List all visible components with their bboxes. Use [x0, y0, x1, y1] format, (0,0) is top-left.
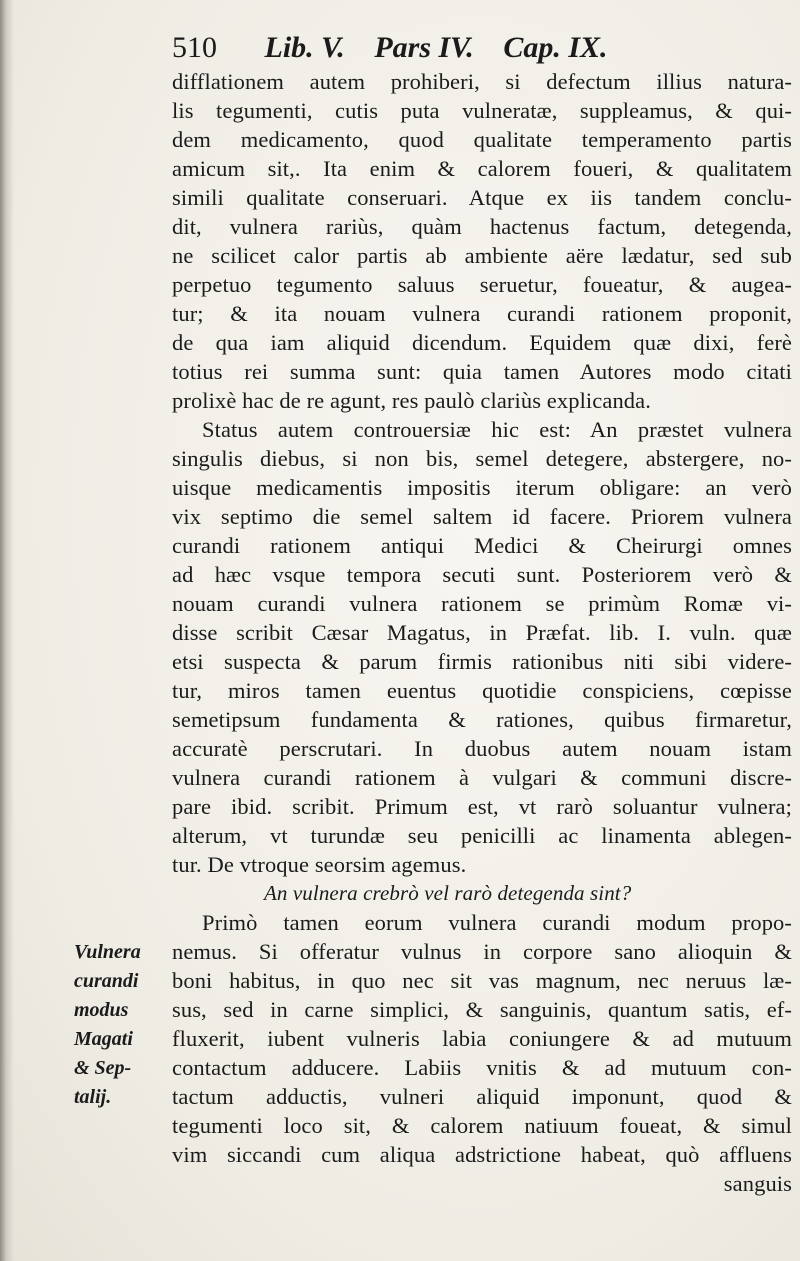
text-line: singulis diebus, si non bis, semel detegere, abstergere, no-	[172, 446, 792, 471]
main-text	[172, 67, 792, 1198]
text-line: amicum sit,. Ita enim & calorem foueri, & qualitatem	[172, 156, 792, 181]
text-line: ne scilicet calor partis ab ambiente aëre lædatur, sed sub	[172, 243, 792, 268]
text-line: tactum adductis, vulneri aliquid imponunt, quod &	[172, 1084, 792, 1109]
text-line: tur; & ita nouam vulnera curandi rationem proponit,	[172, 301, 792, 326]
paragraph-start-line: Primò tamen eorum vulnera curandi modum propo-	[202, 910, 792, 935]
text-line: tur, miros tamen euentus quotidie conspiciens, cœpisse	[172, 678, 792, 703]
text-line: etsi suspecta & parum firmis rationibus niti sibi videre-	[172, 649, 792, 674]
text-line: pare ibid. scribit. Primum est, vt rarò soluantur vulnera;	[172, 794, 792, 819]
text-line: vix septimo die semel saltem id facere. Priorem vulnera	[172, 504, 792, 529]
text-line: simili qualitate conseruari. Atque ex iis tandem conclu-	[172, 185, 792, 210]
text-line: semetipsum fundamenta & rationes, quibus firmaretur,	[172, 707, 792, 732]
marginal-note-line: & Sep-	[74, 1057, 132, 1079]
text-line: fluxerit, iubent vulneris labia coniungere & ad mutuum	[172, 1026, 792, 1051]
text-line: lis tegumenti, cutis puta vulneratæ, suppleamus, & qui-	[172, 98, 792, 123]
text-line: dit, vulnera rariùs, quàm hactenus factum, detegenda,	[172, 214, 792, 239]
text-line: contactum adducere. Labiis vnitis & ad mutuum con-	[172, 1055, 792, 1080]
text-line: vulnera curandi rationem à vulgari & communi discre-	[172, 765, 792, 790]
page-number: 510	[172, 31, 217, 64]
text-line: sus, sed in carne simplici, & sanguinis, quantum satis, ef-	[172, 997, 792, 1022]
text-line: tegumenti loco sit, & calorem natiuum foueat, & simul	[172, 1113, 792, 1138]
part-label: Pars IV.	[374, 31, 474, 64]
text-line: tur. De vtroque seorsim agemus.	[172, 852, 467, 877]
text-line: boni habitus, in quo nec sit vas magnum, nec neruus læ-	[172, 968, 792, 993]
text-line: de qua iam aliquid dicendum. Equidem quæ dixi, ferè	[172, 330, 792, 355]
chapter-label: Cap. IX.	[503, 31, 608, 64]
text-line: totius rei summa sunt: quia tamen Autores modo citati	[172, 359, 792, 384]
text-line: uisque medicamentis impositis iterum obligare: an verò	[172, 475, 792, 500]
text-line: difflationem autem prohiberi, si defectum illius natura-	[172, 69, 792, 94]
paragraph-start-line: Status autem controuersiæ hic est: An præstet vulnera	[202, 417, 792, 442]
running-header	[172, 28, 672, 68]
book-label: Lib. V.	[264, 31, 345, 64]
text-line: nouam curandi vulnera rationem se primùm Romæ vi-	[172, 591, 792, 616]
text-line: ad hæc vsque tempora secuti sunt. Posteriorem verò &	[172, 562, 792, 587]
marginal-note	[74, 938, 166, 1112]
text-line: nemus. Si offeratur vulnus in corpore sano alioquin &	[172, 939, 792, 964]
marginal-note-line: Vulnera	[74, 941, 141, 963]
marginal-note-line: Magati	[74, 1028, 133, 1050]
marginal-note-line: curandi	[74, 970, 139, 992]
text-line: prolixè hac de re agunt, res paulò clariùs explicanda.	[172, 388, 651, 413]
text-line: dem medicamento, quod qualitate temperamento partis	[172, 127, 792, 152]
text-line: alterum, vt turundæ seu penicilli ac linamenta ablegen-	[172, 823, 792, 848]
binding-shadow	[0, 0, 14, 1261]
text-line: curandi rationem antiqui Medici & Cheirurgi omnes	[172, 533, 792, 558]
text-line: accuratè perscrutari. In duobus autem nouam istam	[172, 736, 792, 761]
text-line: vim siccandi cum aliqua adstrictione habeat, quò affluens	[172, 1142, 792, 1167]
text-line: disse scribit Cæsar Magatus, in Præfat. lib. I. vuln. quæ	[172, 620, 792, 645]
catchword: sanguis	[723, 1171, 792, 1196]
text-line: perpetuo tegumento saluus seruetur, foueatur, & augea-	[172, 272, 792, 297]
marginal-note-line: talij.	[74, 1086, 112, 1108]
section-heading: An vulnera crebrò vel rarò detegenda sint?	[264, 881, 632, 905]
marginal-note-line: modus	[74, 999, 129, 1021]
